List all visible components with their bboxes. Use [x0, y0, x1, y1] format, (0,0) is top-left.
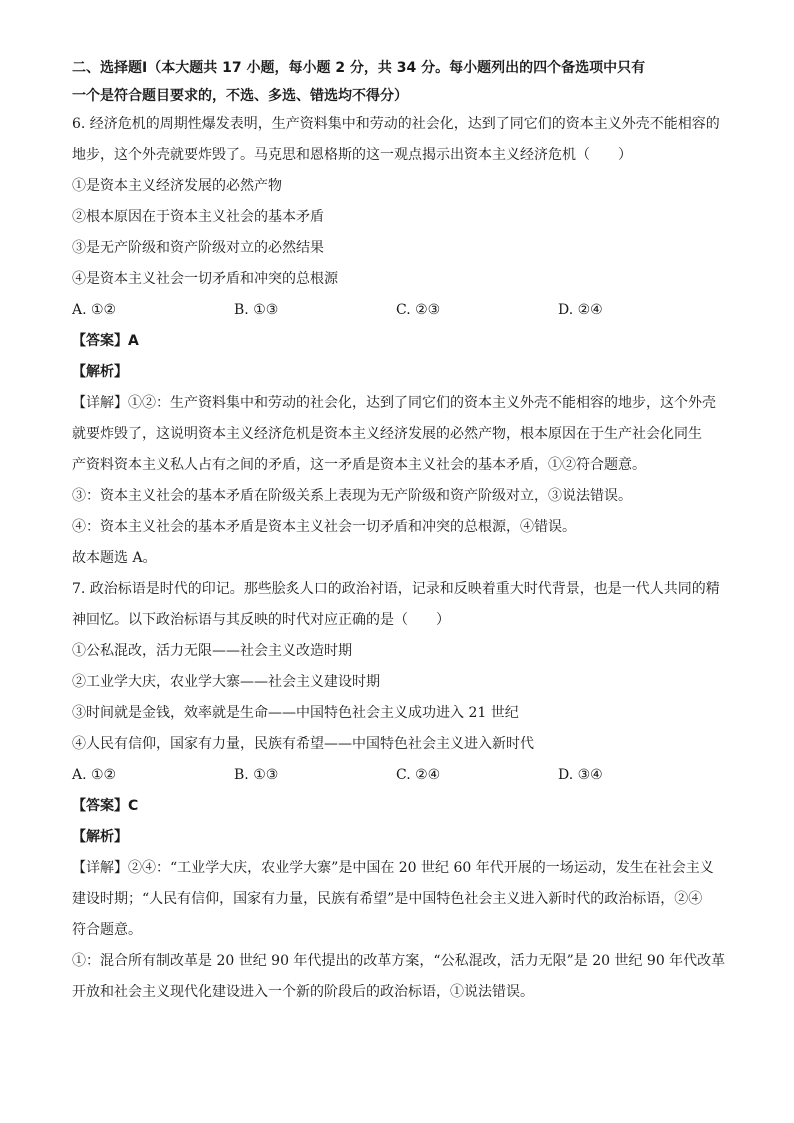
q6-item-1: ①是资本主义经济发展的必然产物: [72, 178, 282, 194]
q7-stem-line-2: 神回忆。以下政治标语与其反映的时代对应正确的是（ ）: [72, 612, 450, 628]
q6-detail-line-4: ③：资本主义社会的基本矛盾在阶级关系上表现为无产阶级和资产阶级对立，③说法错误。: [72, 488, 632, 504]
q6-detail-line-3: 产资料资本主义私人占有之间的矛盾，这一矛盾是资本主义社会的基本矛盾，①②符合题意。: [72, 457, 646, 473]
q6-options: [72, 300, 732, 331]
q6-analysis-label: 【解析】: [72, 364, 128, 380]
q6-answer: 【答案】A: [72, 333, 139, 349]
q7-option-d: D. ③④: [558, 767, 603, 783]
q7-option-c: C. ②④: [396, 767, 441, 783]
q7-item-1: ①公私混改，活力无限——社会主义改造时期: [72, 643, 352, 659]
document-page: [72, 58, 732, 1013]
q6-option-d: D. ②④: [558, 302, 603, 318]
q6-stem-line-2: 地步，这个外壳就要炸毁了。马克思和恩格斯的这一观点揭示出资本主义经济危机（ ）: [72, 147, 632, 163]
q6-detail-line-6: 故本题选 A。: [72, 550, 157, 566]
q7-detail-line-1: 【详解】②④：“工业学大庆，农业学大寨”是中国在 20 世纪 60 年代开展的一场运动，发生在社会主义: [72, 860, 714, 876]
q7-detail-line-2: 建设时期；“人民有信仰，国家有力量，民族有希望”是中国特色社会主义进入新时代的政治标语，②④: [72, 891, 703, 907]
q7-item-3: ③时间就是金钱，效率就是生命——中国特色社会主义成功进入 21 世纪: [72, 705, 519, 721]
q6-item-3: ③是无产阶级和资产阶级对立的必然结果: [72, 240, 324, 256]
q7-detail-line-3: 符合题意。: [72, 922, 142, 938]
q6-detail-line-2: 就要炸毁了，这说明资本主义经济危机是资本主义经济发展的必然产物，根本原因在于生产社会化同生: [72, 426, 702, 442]
q6-option-b: B. ①③: [234, 302, 279, 318]
q7-option-b: B. ①③: [234, 767, 279, 783]
q6-stem-line-1: 6. 经济危机的周期性爆发表明，生产资料集中和劳动的社会化，达到了同它们的资本主义外壳不能相容的: [72, 116, 720, 132]
q7-detail-line-5: 开放和社会主义现代化建设进入一个新的阶段后的政治标语，①说法错误。: [72, 984, 534, 1000]
section-title-line-2: 一个是符合题目要求的，不选、多选、错选均不得分）: [72, 88, 408, 104]
q7-detail-line-4: ①：混合所有制改革是 20 世纪 90 年代提出的改革方案，“公私混改，活力无限”是 20 世纪 90 年代改革: [72, 953, 726, 969]
q7-stem-line-1: 7. 政治标语是时代的印记。那些脍炙人口的政治衬语，记录和反映着重大时代背景，也是一代人共同的精: [72, 581, 720, 597]
q7-item-4: ④人民有信仰，国家有力量，民族有希望——中国特色社会主义进入新时代: [72, 736, 534, 752]
q6-item-4: ④是资本主义社会一切矛盾和冲突的总根源: [72, 271, 338, 287]
q7-analysis-label: 【解析】: [72, 829, 128, 845]
q7-option-a: A. ①②: [72, 767, 117, 783]
q7-answer: 【答案】C: [72, 798, 139, 814]
section-title-line-1: 二、选择题Ⅰ（本大题共 17 小题，每小题 2 分，共 34 分。每小题列出的四个备选项中只有: [72, 60, 646, 76]
q6-detail-line-1: 【详解】①②：生产资料集中和劳动的社会化，达到了同它们的资本主义外壳不能相容的地步，这个外壳: [72, 395, 716, 411]
q6-detail-line-5: ④：资本主义社会的基本矛盾是资本主义社会一切矛盾和冲突的总根源，④错误。: [72, 519, 576, 535]
q7-item-2: ②工业学大庆，农业学大寨——社会主义建设时期: [72, 674, 380, 690]
q7-options: [72, 765, 732, 796]
q6-item-2: ②根本原因在于资本主义社会的基本矛盾: [72, 209, 324, 225]
q6-option-a: A. ①②: [72, 302, 117, 318]
q6-option-c: C. ②③: [396, 302, 441, 318]
